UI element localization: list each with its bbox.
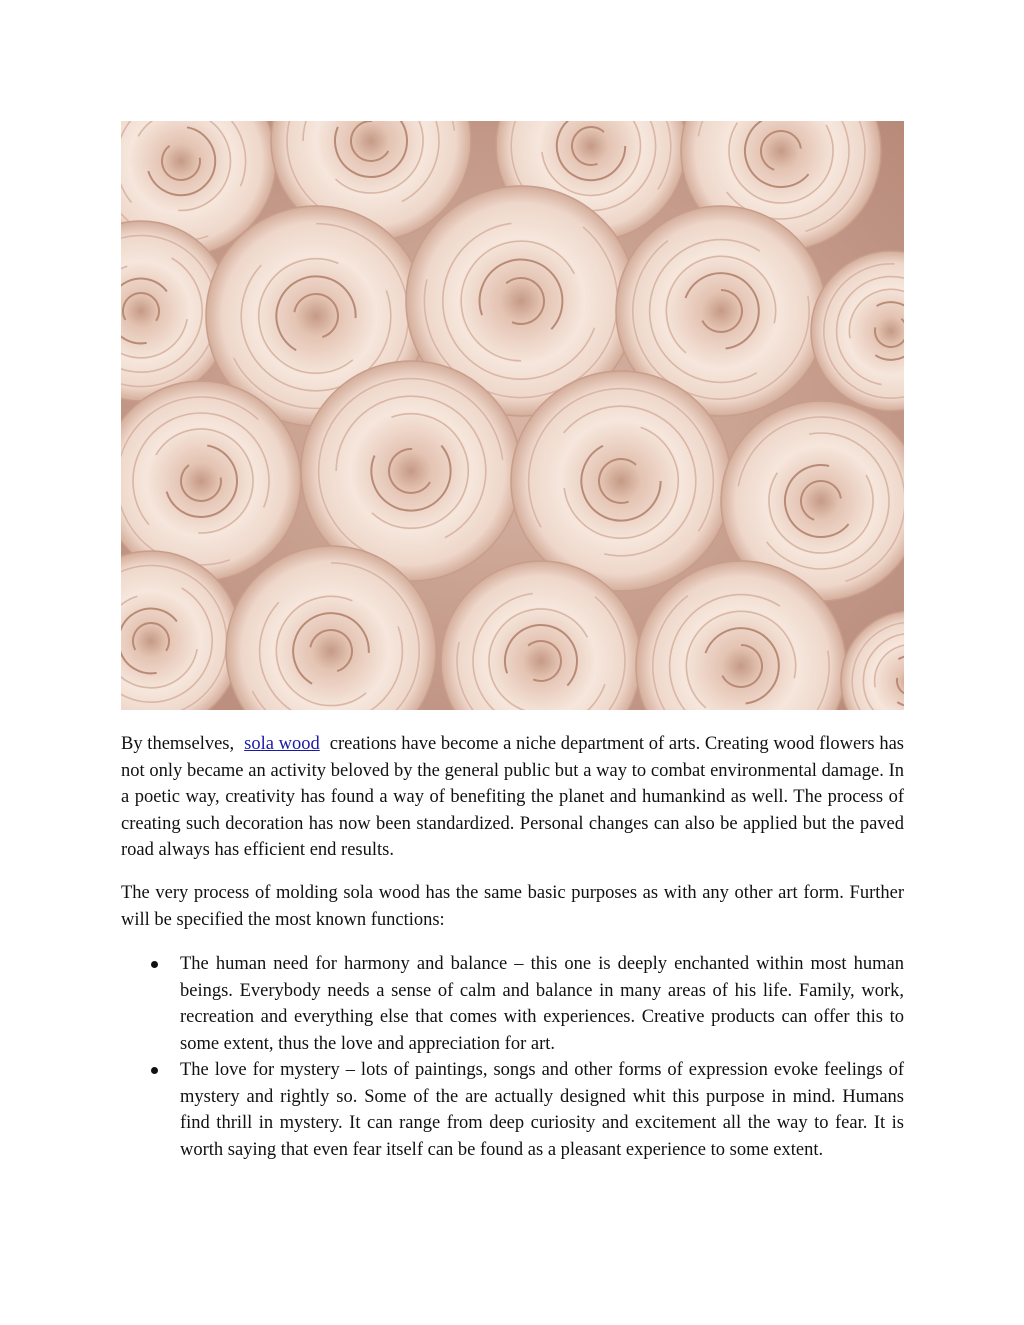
rose-shape [511, 371, 731, 591]
list-item-text: The human need for harmony and balance – this one is deeply enchanted within most human beings. Everybody needs a sense of calm and balance in many areas of his life. Family, work, recreation and everything else that comes with experiences. Creative products can offer this to some extent, thus the love and appreciation for art. [180, 954, 904, 1054]
roses-photo [121, 121, 904, 710]
bullet-icon [151, 1067, 158, 1074]
sola-wood-link[interactable]: sola wood [244, 734, 320, 754]
intro-paragraph [121, 731, 904, 864]
intro-text-rest: creations have become a niche department of arts. Creating wood flowers has not only became an activity beloved by the general public but a way to combat environmental damage. In a poetic way, creativity has found a way of benefiting the planet and humankind as well. The process of creating such decoration has now been standardized. Personal changes can also be applied but the paved road always has efficient end results. [121, 734, 904, 860]
list-item-text: The love for mystery – lots of paintings, songs and other forms of expression evoke feelings of mystery and rightly so. Some of the are actually designed whit this purpose in mind. Humans find thrill in mystery. It can range from deep curiosity and excitement all the way to fear. It is worth saying that even fear itself can be found as a pleasant experience to some extent. [180, 1060, 904, 1160]
list-item [121, 1057, 904, 1163]
functions-list [121, 951, 904, 1163]
purposes-paragraph: The very process of molding sola wood has the same basic purposes as with any other art form. Further will be specified the most known functions: [121, 883, 904, 930]
roses-illustration [121, 121, 904, 710]
intro-text-start: By themselves, [121, 734, 235, 754]
list-item [121, 951, 904, 1057]
bullet-icon [151, 961, 158, 968]
